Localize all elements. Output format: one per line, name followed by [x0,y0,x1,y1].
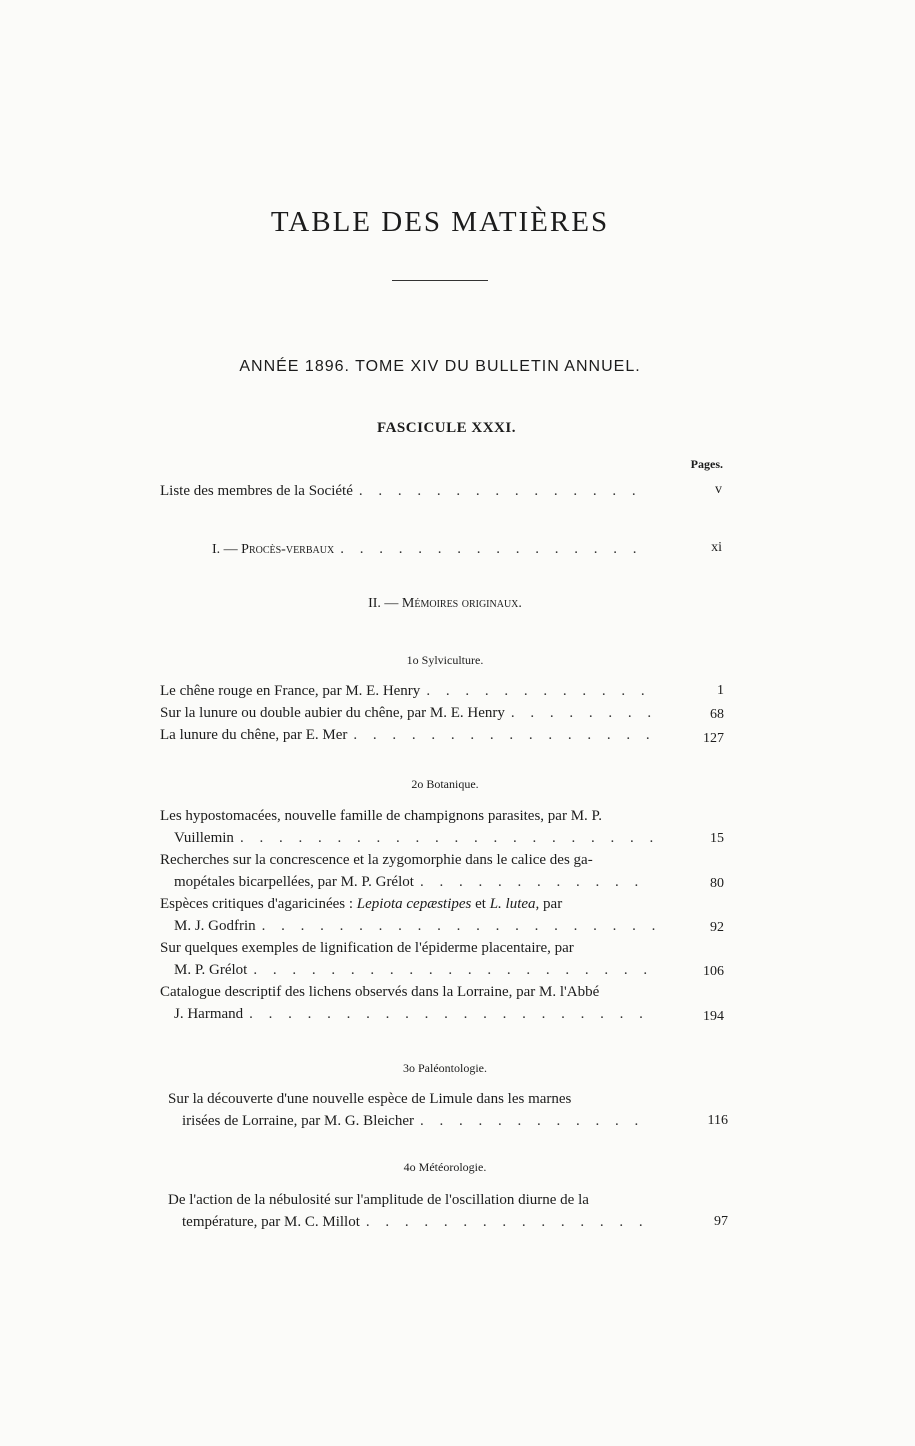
toc-entry-line1: De l'action de la nébulosité sur l'amplitude de l'oscillation diurne de la [168,1192,589,1208]
page-number: 80 [710,876,724,891]
toc-entry: Le chêne rouge en France, par M. E. Henry . . . [160,680,655,702]
page-title: TABLE DES MATIÈRES [270,206,610,238]
page-number: 106 [703,964,724,979]
toc-entry-liste [160,480,645,502]
toc-group-paleontologie [168,1088,655,1132]
title-rule [392,280,488,281]
toc-entry-line2: température, par M. C. Millot . . . [168,1211,655,1233]
page-number: 92 [710,920,724,935]
subsection-heading-paleontologie: 3o Paléontologie. [403,1061,487,1075]
year-heading: ANNÉE 1896. TOME XIV DU BULLETIN ANNUEL. [239,358,641,375]
toc-entry-line2: M. P. Grélot . . . [160,959,655,981]
toc-entry-line1: Recherches sur la concrescence et la zygomorphie dans le calice des ga- [160,852,593,868]
fascicule-heading: FASCICULE XXXI. [377,420,516,436]
subsection-heading-sylviculture: 1o Sylviculture. [406,653,484,667]
page-number: 1 [717,683,724,698]
toc-entry-line1: Sur la découverte d'une nouvelle espèce de Limule dans les marnes [168,1091,572,1107]
section-heading-memoires: II. — Mémoires originaux. [368,596,522,611]
subsection-heading-botanique: 2o Botanique. [411,777,479,791]
toc-entry: La lunure du chêne, par E. Mer . . . [160,724,655,746]
toc-entry-line1: Catalogue descriptif des lichens observés dans la Lorraine, par M. l'Abbé [160,984,600,1000]
toc-group-sylviculture [160,680,655,746]
toc-entry-line2: Vuillemin . . . [160,827,655,849]
page-number: 97 [714,1214,728,1229]
page-number: 194 [703,1009,724,1024]
entry-text: Liste des membres de la Société [160,483,353,499]
toc-group-meteorologie [168,1189,655,1233]
toc-entry-line1: Les hypostomacées, nouvelle famille de champignons parasites, par M. P. [160,808,602,824]
page-number: 127 [703,731,724,746]
toc-entry: Sur la lunure ou double aubier du chêne, par M. E. Henry . . . [160,702,655,724]
entry-text: I. — Procès-verbaux [212,542,335,557]
toc-group-botanique [160,805,655,1025]
subsection-heading-meteorologie: 4o Météorologie. [403,1160,487,1174]
toc-entry-line1: Sur quelques exemples de lignification de l'épiderme placentaire, par [160,940,574,956]
toc-entry-proces-verbaux [212,538,652,560]
page-number: 116 [707,1113,728,1128]
pages-column-label: Pages. [690,457,723,471]
page-number: v [715,482,722,497]
toc-entry-line2: irisées de Lorraine, par M. G. Bleicher . . . [168,1110,655,1132]
toc-entry-line2: M. J. Godfrin . . . [160,915,655,937]
toc-entry-line2: J. Harmand . . . [160,1003,655,1025]
toc-entry-line1: Espèces critiques d'agaricinées : Lepiota cepæstipes et L. lutea, par [160,896,563,912]
page-number: xi [711,540,722,555]
page-number: 68 [710,707,724,722]
page-number: 15 [710,831,724,846]
toc-entry-line2: mopétales bicarpellées, par M. P. Grélot . . . [160,871,655,893]
